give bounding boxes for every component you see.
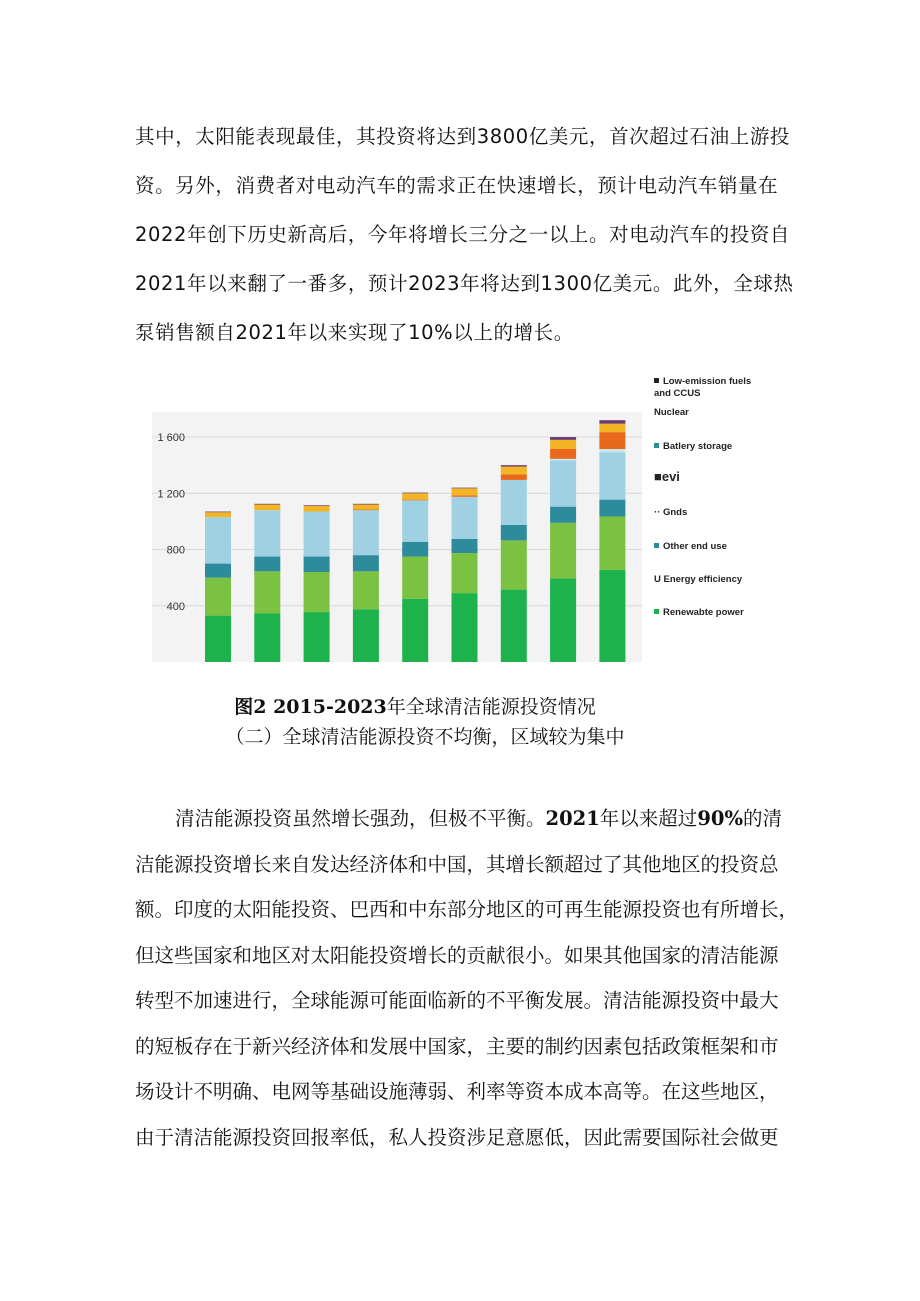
bar-segment [402, 500, 428, 501]
bar-stack-2023 [599, 420, 625, 662]
legend-label: ·· Gnds [654, 507, 688, 518]
legend-item [654, 407, 689, 418]
legend-label: U Energy efficiency [654, 574, 743, 585]
body-paragraph [135, 796, 799, 1160]
paragraph-line: 2021年以来翻了一番多，预计2023年将达到1300亿美元。此外，全球热 [135, 272, 794, 295]
bar-segment [550, 507, 576, 523]
bar-stack-2017 [304, 505, 330, 662]
bar-segment [501, 467, 527, 475]
paragraph-line: 转型不加速进行，全球能源可能面临新的不平衡发展。清洁能源投资中最大 [135, 989, 779, 1012]
figure-label: 图2 2015-2023 [234, 696, 387, 718]
y-tick-label: 400 [166, 600, 185, 613]
paragraph-line: 2022年创下历史新高后，今年将增长三分之一以上。对电动汽车的投资自 [135, 223, 791, 246]
legend-label: Nuclear [654, 407, 689, 418]
bar-segment [353, 555, 379, 571]
figure-title: 年全球清洁能源投资情况 [386, 696, 596, 718]
bar-segment [550, 578, 576, 662]
bar-segment [402, 599, 428, 662]
legend-item [654, 507, 687, 518]
bar-segment [599, 570, 625, 662]
bar-stack-2019 [402, 493, 428, 662]
bar-segment [501, 480, 527, 525]
legend-item [654, 541, 727, 552]
legend-label: and CCUS [654, 388, 701, 399]
paragraph-line: 由于清洁能源投资回报率低，私人投资涉足意愿低，因此需要国际社会做更 [135, 1125, 779, 1149]
bar-segment [402, 493, 428, 494]
bar-segment [550, 449, 576, 459]
section-heading: （二）全球清洁能源投资不均衡，区域较为集中 [225, 726, 625, 748]
legend-label: Low-emission fuels [663, 376, 752, 387]
bar-segment [353, 505, 379, 510]
y-tick-label: 1 200 [157, 488, 185, 501]
bar-segment [205, 616, 231, 662]
paragraph-line: 资。另外，消费者对电动汽车的需求正在快速增长，预计电动汽车销量在 [135, 174, 779, 197]
bar-segment [254, 613, 280, 662]
bar-segment [205, 578, 231, 616]
y-tick-label: 800 [166, 544, 185, 557]
legend-label: Renewabte power [663, 607, 744, 618]
text-run: 年以来超过 [599, 807, 698, 830]
bar-segment [599, 449, 625, 453]
paragraph-line [135, 796, 795, 842]
bar-segment [402, 493, 428, 499]
legend-item [654, 574, 743, 585]
bar-segment [550, 460, 576, 506]
bar-segment [550, 440, 576, 449]
bar-segment [452, 488, 478, 495]
bar-segment [353, 510, 379, 555]
bold-year: 2021 [545, 807, 600, 830]
legend-item [654, 607, 744, 618]
text-run: 清洁能源投资虽然增长强劲，但极不平衡。 [175, 807, 546, 830]
paragraph-line: 场设计不明确、电网等基础设施薄弱、利率等资本成本高等。在这些地区， [135, 1080, 779, 1103]
bar-segment [599, 424, 625, 432]
paragraph-line: 但这些国家和地区对太阳能投资增长的贡献很小。如果其他国家的清洁能源 [135, 943, 779, 967]
bar-segment [550, 523, 576, 579]
figure-caption [0, 692, 875, 719]
y-tick-label: 1 600 [157, 432, 185, 445]
bar-segment [353, 609, 379, 662]
legend-swatch [654, 443, 659, 448]
paragraph-line: 其中，太阳能表现最佳，其投资将达到3800亿美元，首次超过石油上游投 [135, 125, 791, 148]
bar-segment [501, 590, 527, 662]
bar-stack-2015 [205, 512, 231, 662]
bar-segment [452, 495, 478, 496]
bar-segment [304, 512, 330, 557]
bar-stack-2021 [501, 465, 527, 662]
bar-segment [550, 437, 576, 440]
bar-segment [205, 512, 231, 517]
paragraph-line: 额。印度的太阳能投资、巴西和中东部分地区的可再生能源投资也有所增长， [135, 898, 799, 921]
bar-segment [402, 500, 428, 541]
bar-segment [353, 571, 379, 609]
bar-segment [304, 557, 330, 572]
legend-swatch [654, 378, 659, 383]
bar-segment [599, 453, 625, 500]
bar-segment [599, 432, 625, 449]
bar-segment [452, 593, 478, 662]
bar-stack-2022 [550, 437, 576, 662]
legend-item [654, 441, 732, 452]
bar-segment [452, 553, 478, 593]
bar-segment [599, 500, 625, 517]
legend-label: Other end use [663, 541, 727, 552]
bold-percent: 90% [697, 807, 743, 830]
bar-segment [452, 539, 478, 553]
bar-segment [304, 505, 330, 506]
bar-segment [205, 517, 231, 563]
legend-swatch [654, 543, 659, 548]
bar-segment [599, 420, 625, 424]
bar-segment [501, 525, 527, 540]
bar-segment [501, 474, 527, 480]
text-run: 的清 [742, 807, 782, 830]
bar-segment [501, 465, 527, 466]
bar-stack-2020 [452, 488, 478, 662]
bar-segment [205, 512, 231, 513]
bar-segment [254, 505, 280, 511]
bar-segment [254, 510, 280, 556]
bar-segment [550, 459, 576, 460]
bar-segment [402, 542, 428, 557]
bar-segment [254, 504, 280, 505]
bar-stack-2016 [254, 504, 280, 662]
legend-label: ■evi [654, 469, 680, 484]
bar-segment [353, 504, 379, 505]
bar-stack-2018 [353, 504, 379, 662]
bar-segment [599, 516, 625, 569]
bar-segment [304, 572, 330, 612]
paragraph-line: 泵销售额自2021年以来实现了10%以上的增长。 [135, 321, 574, 344]
legend-label: Batlery storage [663, 441, 733, 452]
legend-item [654, 469, 680, 484]
bar-segment [452, 497, 478, 539]
legend-swatch [654, 609, 659, 614]
bar-segment [304, 506, 330, 512]
paragraph-line: 的短板存在于新兴经济体和发展中国家，主要的制约因素包括政策框架和市 [135, 1034, 779, 1058]
bar-segment [353, 509, 379, 510]
bar-segment [452, 488, 478, 489]
bar-segment [304, 612, 330, 662]
bar-segment [501, 540, 527, 589]
bar-segment [205, 564, 231, 578]
paragraph-line: 洁能源投资增长来自发达经济体和中国，其增长额超过了其他地区的投资总 [135, 852, 779, 876]
legend-item [654, 376, 751, 399]
bar-segment [254, 571, 280, 613]
bar-segment [402, 557, 428, 599]
bar-segment [254, 557, 280, 572]
